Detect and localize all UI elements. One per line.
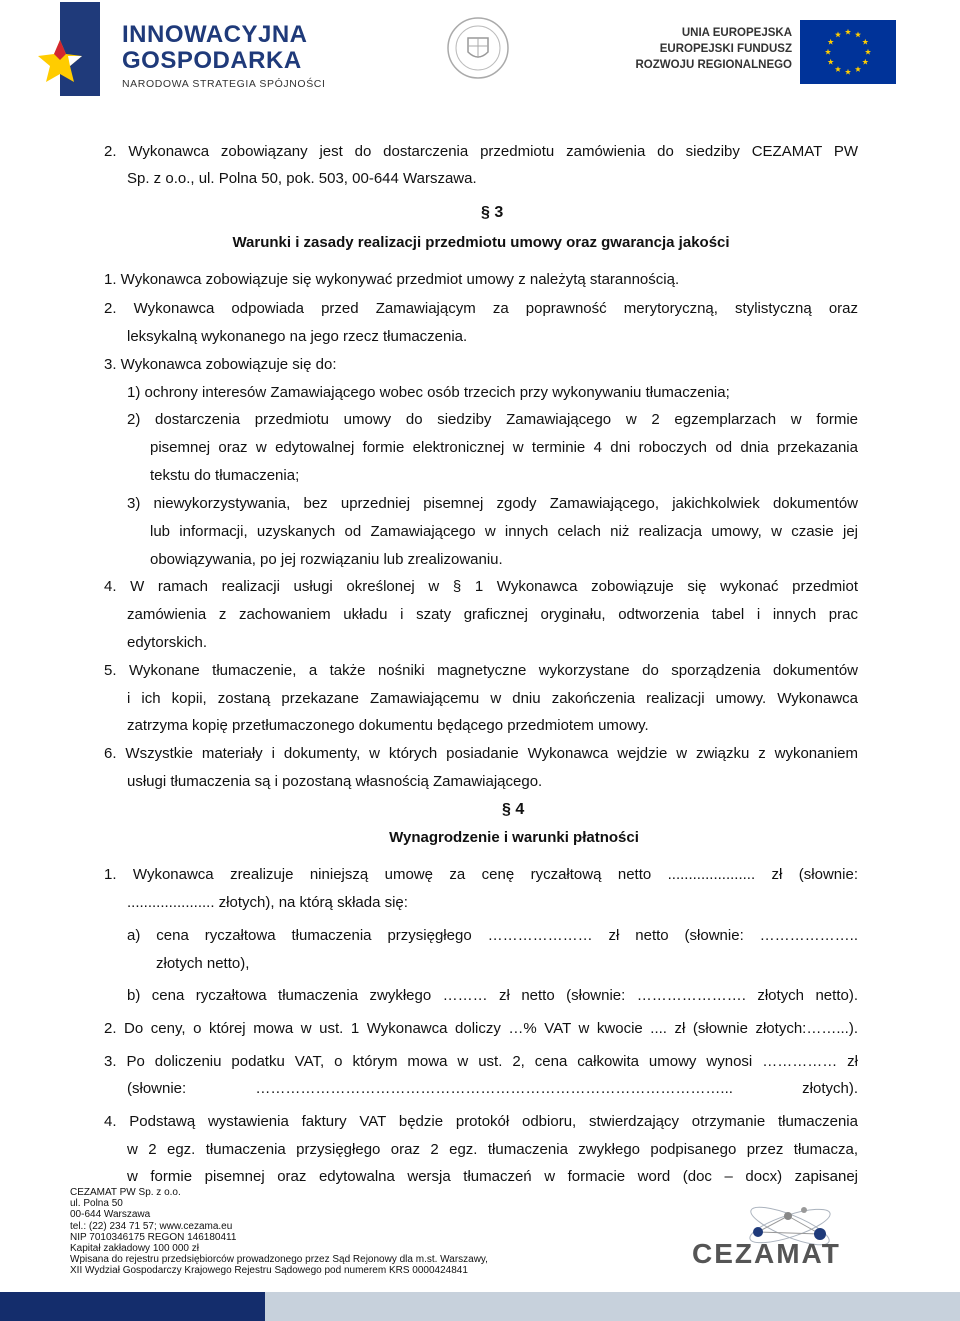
- s3-item-4-line3: edytorskich.: [127, 634, 208, 651]
- s4-item-1a-line2: złotych netto),: [156, 955, 250, 972]
- s3-item-3: 3. Wykonawca zobowiązuje się do:: [104, 356, 337, 373]
- s3-item-5-line3: zatrzyma kopię przetłumaczonego dokumentu będącego przedmiotem umowy.: [127, 717, 649, 734]
- footer-nip-regon: NIP 7010346175 REGON 146180411: [70, 1231, 237, 1243]
- footer-capital: Kapitał zakładowy 100 000 zł: [70, 1243, 199, 1255]
- s4-item-1-line2: ..................... złotych), na którą składa się:: [127, 894, 408, 911]
- ig-logo-line2: GOSPODARKA: [122, 47, 302, 74]
- s4-item-1-line1: 1. Wykonawca zrealizuje niniejszą umowę za cenę ryczałtową netto ..................... zł (słownie:: [104, 866, 858, 883]
- footer-contact: tel.: (22) 234 71 57; www.cezama.eu: [70, 1220, 233, 1232]
- eu-logo-line1: UNIA EUROPEJSKA: [681, 27, 792, 39]
- s3-item-5-line1: 5. Wykonane tłumaczenie, a także nośniki magnetyczne wykorzystane do sporządzenia dokumentów: [104, 662, 858, 679]
- s3-item-3-2-line2: pisemnej oraz w edytowalnej formie elektronicznej w terminie 4 dni roboczych od dnia przekazania: [150, 439, 858, 456]
- s4-item-2: 2. Do ceny, o której mowa w ust. 1 Wykonawca doliczy …% VAT w kwocie .... zł (słownie złotych:……...).: [104, 1020, 858, 1037]
- s3-item-4-line2: zamówienia z zachowaniem układu i szaty graficznej oryginału, odtworzenia tabel i innych prac: [127, 606, 858, 623]
- innowacyjna-gospodarka-logo: [38, 2, 338, 96]
- s3-item-1: 1. Wykonawca zobowiązuje się wykonywać przedmiot umowy z należytą starannością.: [104, 271, 680, 288]
- footer-company-info: [70, 1187, 488, 1277]
- paragraph-2-line1: 2. Wykonawca zobowiązany jest do dostarczenia przedmiotu zamówienia do siedziby CEZAMAT PW: [104, 143, 858, 160]
- s3-item-3-3-line2: lub informacji, uzyskanych od Zamawiającego w innych celach niż realizacja umowy, w czasie jej: [150, 523, 858, 540]
- ig-logo-line3: NARODOWA STRATEGIA SPÓJNOŚCI: [122, 78, 326, 90]
- eu-logo-line2: EUROPEJSKI FUNDUSZ: [659, 43, 792, 55]
- footer-city: 00-644 Warszawa: [70, 1209, 151, 1221]
- footer-bar-dark: [0, 1292, 265, 1321]
- s4-item-3-line2: (słownie: …………………………………………………………………………………... złotych).: [127, 1080, 858, 1097]
- cezamat-logo: [692, 1206, 842, 1272]
- s3-item-5-line2: i ich kopii, zostaną przekazane Zamawiającemu w dniu zakończenia realizacji umowy. Wykonawca: [127, 690, 858, 707]
- s3-item-2-line1: 2. Wykonawca odpowiada przed Zamawiającym za poprawność merytoryczną, stylistyczną oraz: [104, 300, 858, 317]
- section-4-title: Wynagrodzenie i warunki płatności: [389, 829, 639, 846]
- eu-logo-line3: ROZWOJU REGIONALNEGO: [635, 59, 792, 71]
- section-4-sign: § 4: [502, 801, 525, 818]
- section-3-sign: § 3: [481, 204, 504, 221]
- footer-bar-light: [265, 1292, 960, 1321]
- s3-item-3-3-line1: 3) niewykorzystywania, bez uprzedniej pisemnej zgody Zamawiającego, jakichkolwiek dokumentów: [127, 495, 858, 512]
- s4-item-4-line2: w 2 egz. tłumaczenia przysięgłego oraz 2 egz. tłumaczenia zwykłego podpisanego przez tłumacza,: [127, 1141, 858, 1158]
- s3-item-6-line2: usługi tłumaczenia są i pozostaną własnością Zamawiającego.: [127, 773, 543, 790]
- s4-item-1b: b) cena ryczałtowa tłumaczenia zwykłego ……… zł netto (słownie: …………………. złotych netto).: [127, 987, 858, 1004]
- s3-item-3-1: 1) ochrony interesów Zamawiającego wobec osób trzecich przy wykonywaniu tłumaczenia;: [127, 384, 730, 401]
- eu-fund-logo: [634, 20, 900, 82]
- footer-krs: XII Wydział Gospodarczy Krajowego Rejestru Sądowego pod numerem KRS 0000424841: [70, 1265, 468, 1277]
- footer-street: ul. Polna 50: [70, 1198, 123, 1210]
- footer-company-name: CEZAMAT PW Sp. z o.o.: [70, 1187, 181, 1198]
- ig-logo-line1: INNOWACYJNA: [122, 21, 308, 48]
- s3-item-3-3-line3: obowiązywania, po jej rozwiązaniu lub zrealizowaniu.: [150, 551, 503, 568]
- footer-registry: Wpisana do rejestru przedsiębiorców prowadzonego przez Sąd Rejonowy dla m.st. Warszawy,: [70, 1254, 488, 1266]
- section-3-title: Warunki i zasady realizacji przedmiotu umowy oraz gwarancja jakości: [232, 234, 730, 251]
- cezamat-logo-text: CEZAMAT: [692, 1238, 841, 1269]
- star-logo-icon: [38, 2, 100, 96]
- page-header: [0, 0, 960, 100]
- s3-item-2-line2: leksykalną wykonanego na jego rzecz tłumaczenia.: [127, 328, 468, 345]
- s3-item-3-2-line1: 2) dostarczenia przedmiotu umowy do siedziby Zamawiającego w 2 egzemplarzach w formie: [127, 411, 858, 428]
- paragraph-2-line2: Sp. z o.o., ul. Polna 50, pok. 503, 00-644 Warszawa.: [127, 170, 477, 187]
- s4-item-3-line1: 3. Po doliczeniu podatku VAT, o którym mowa w ust. 2, cena całkowita umowy wynosi …………… zł: [104, 1053, 858, 1070]
- s4-item-4-line1: 4. Podstawą wystawienia faktury VAT będzie protokół odbioru, stwierdzający otrzymanie tłumaczenia: [104, 1113, 858, 1130]
- s3-item-4-line1: 4. W ramach realizacji usługi określonej w § 1 Wykonawca zobowiązuje się wykonać przedmiot: [104, 578, 858, 595]
- s4-item-1a-line1: a) cena ryczałtowa tłumaczenia przysięgłego ………………… zł netto (słownie: ………………..: [127, 927, 858, 944]
- s3-item-3-2-line3: tekstu do tłumaczenia;: [150, 467, 300, 484]
- eu-flag-icon: [800, 20, 896, 84]
- s4-item-4-line3: w formie pisemnej oraz edytowalna wersja tłumaczeń w formacie word (doc – docx) zapisanej: [127, 1168, 858, 1185]
- university-seal-icon: [446, 16, 510, 80]
- s3-item-6-line1: 6. Wszystkie materiały i dokumenty, w których posiadanie Wykonawca wejdzie w związku z wykonaniem: [104, 745, 858, 762]
